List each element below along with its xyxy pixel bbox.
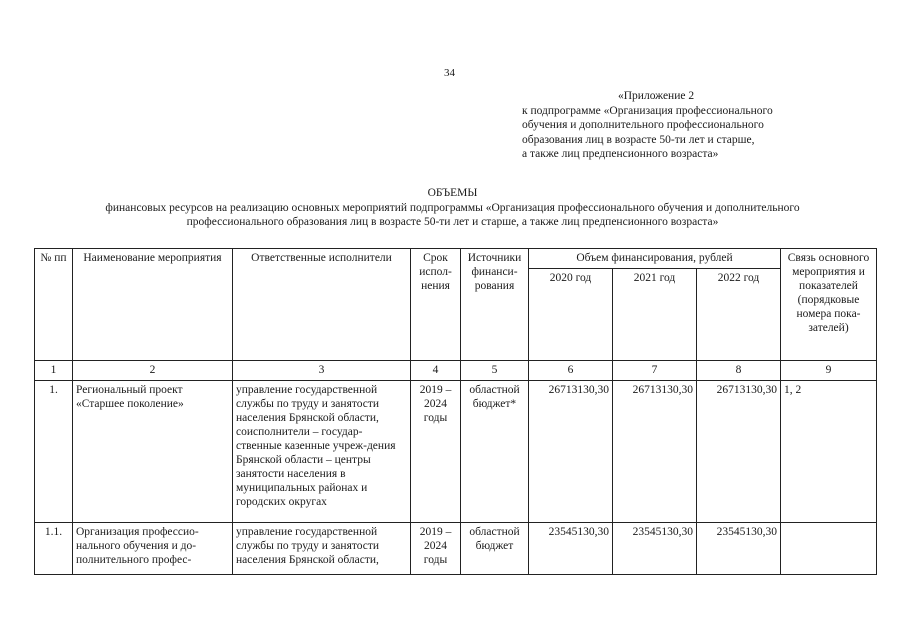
column-number: 5 (461, 361, 529, 381)
row-term: 2019 – 2024 годы (411, 381, 461, 523)
column-number: 9 (781, 361, 877, 381)
row-value-2020: 23545130,30 (529, 523, 613, 575)
row-responsible: управление государственной службы по труду и занятости населения Брянской области, (233, 523, 411, 575)
row-name: Региональный проект «Старшее поколение» (73, 381, 233, 523)
row-link (781, 523, 877, 575)
table-row (35, 381, 877, 523)
appendix-line: образования лиц в возрасте 50-ти лет и старше, (522, 133, 755, 146)
header-source: Источники финанси-рования (461, 249, 529, 361)
appendix-line: к подпрограмме «Организация профессионального (522, 104, 773, 117)
column-number: 7 (613, 361, 697, 381)
appendix-line: а также лиц предпенсионного возраста» (522, 148, 719, 160)
header-term: Срок испол-нения (411, 249, 461, 361)
header-name: Наименование мероприятия (73, 249, 233, 361)
header-year-2021: 2021 год (613, 269, 697, 361)
column-number: 3 (233, 361, 411, 381)
row-value-2022: 26713130,30 (697, 381, 781, 523)
appendix-line: обучения и дополнительного профессионального (522, 119, 764, 131)
header-year-2020: 2020 год (529, 269, 613, 361)
header-num: № пп (35, 249, 73, 361)
column-number: 6 (529, 361, 613, 381)
header-link: Связь основного мероприятия и показателей (порядковые номера пока-зателей) (781, 249, 877, 361)
row-value-2022: 23545130,30 (697, 523, 781, 575)
table-row (35, 523, 877, 575)
header-year-2022: 2022 год (697, 269, 781, 361)
row-value-2021: 26713130,30 (613, 381, 697, 523)
row-num: 1. (35, 381, 73, 523)
page-number: 34 (444, 67, 455, 79)
row-num: 1.1. (35, 523, 73, 575)
column-number: 4 (411, 361, 461, 381)
document-title (30, 186, 875, 230)
title-line: финансовых ресурсов на реализацию основных мероприятий подпрограммы «Организация профессионального обучения и дополнительного (105, 201, 800, 214)
row-source: областной бюджет* (461, 381, 529, 523)
row-source: областной бюджет (461, 523, 529, 575)
row-value-2021: 23545130,30 (613, 523, 697, 575)
column-number: 8 (697, 361, 781, 381)
appendix-note (522, 89, 773, 162)
title-heading: ОБЪЕМЫ (427, 187, 478, 199)
appendix-line: «Приложение 2 (618, 90, 695, 102)
funding-table (34, 248, 877, 575)
header-responsible: Ответственные исполнители (233, 249, 411, 361)
header-funding-group: Объем финансирования, рублей (529, 249, 781, 269)
title-line: профессионального образования лиц в возрасте 50-ти лет и старше, а также лиц предпенсионного возраста» (186, 216, 719, 228)
row-responsible: управление государственной службы по труду и занятости населения Брянской области, соисполнители – государ-ственные казенные учреж-дения Брянской области – центры занятости населения в муниципальных районах и городских округах (233, 381, 411, 523)
row-name: Организация профессио-нального обучения и до-полнительного профес- (73, 523, 233, 575)
column-number: 2 (73, 361, 233, 381)
row-link: 1, 2 (781, 381, 877, 523)
row-term: 2019 – 2024 годы (411, 523, 461, 575)
column-number: 1 (35, 361, 73, 381)
row-value-2020: 26713130,30 (529, 381, 613, 523)
